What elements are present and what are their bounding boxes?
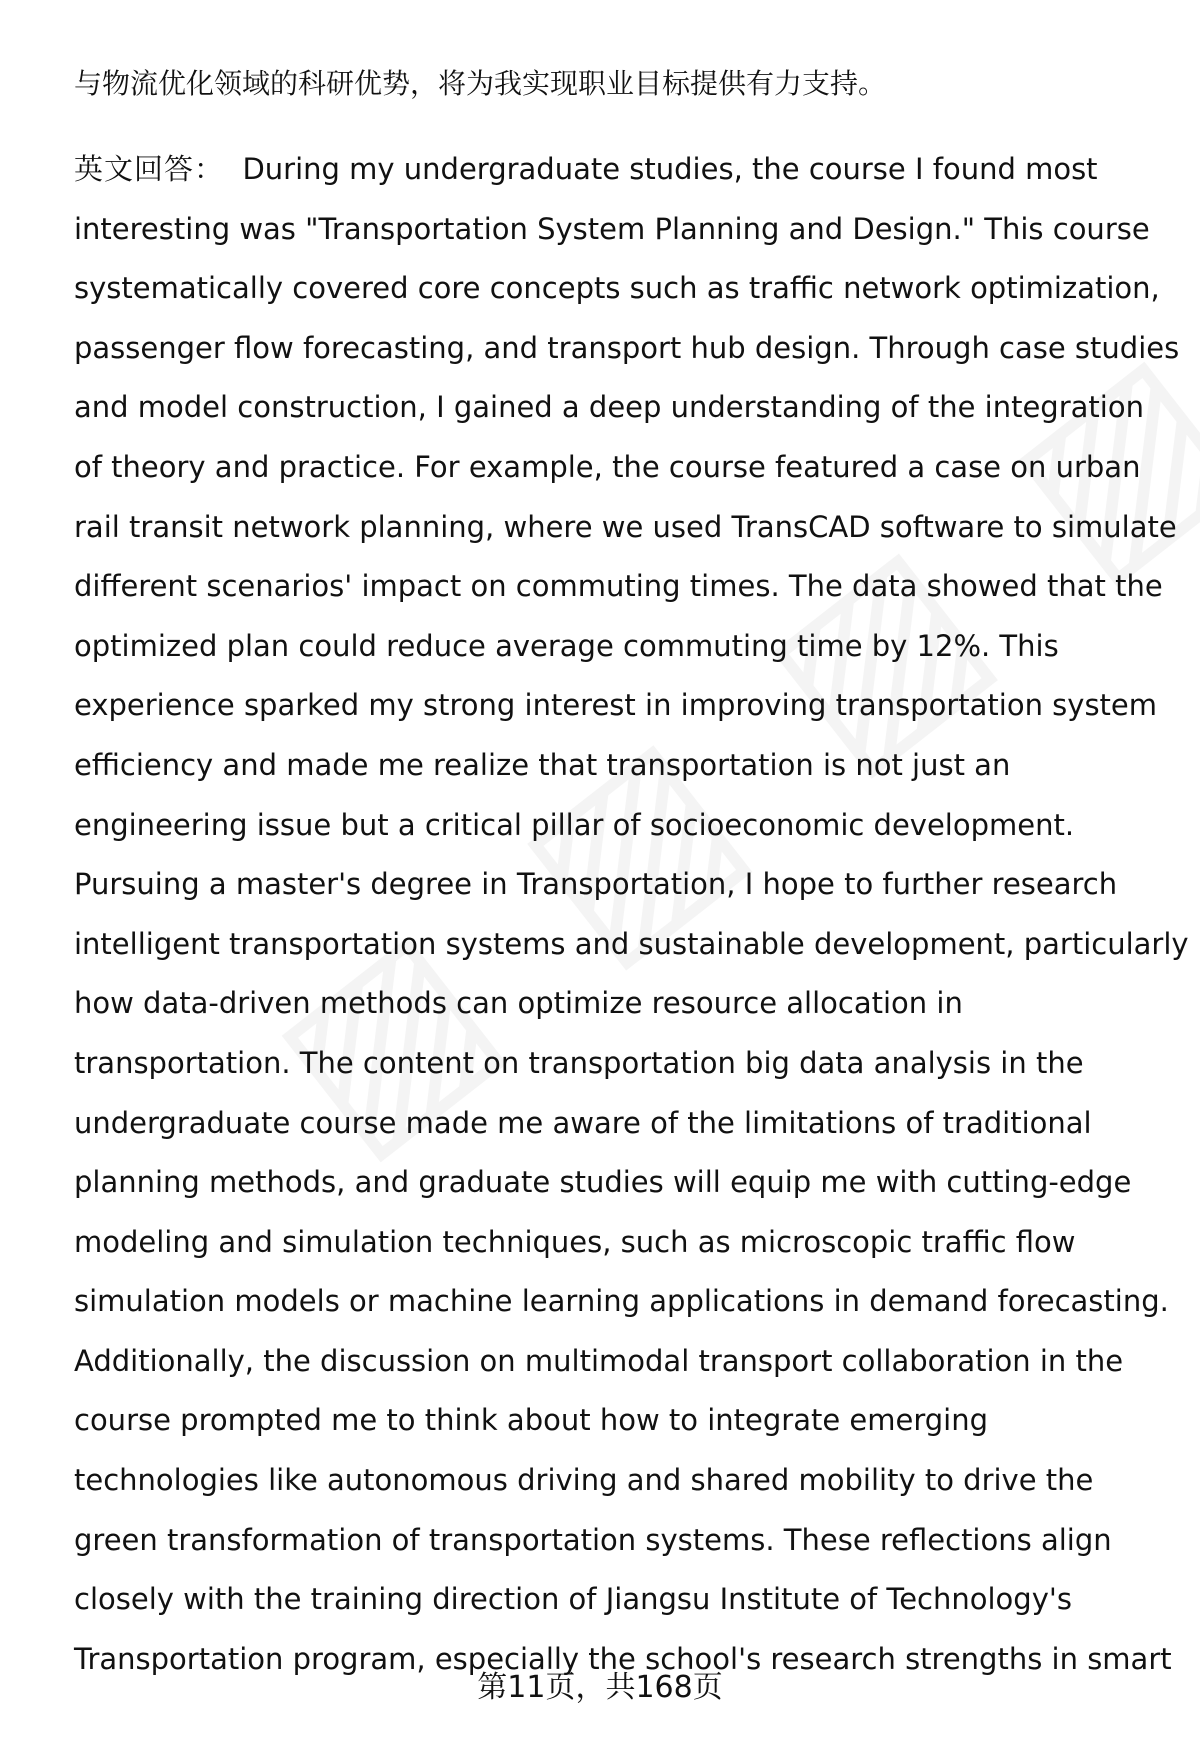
answer-label: 英文回答： (74, 152, 225, 186)
answer-line: intelligent transportation systems and sustainable development, particularly (74, 926, 1189, 961)
intro-paragraph: 与物流优化领域的科研优势，将为我实现职业目标提供有力支持。 (74, 67, 887, 100)
answer-line: Additionally, the discussion on multimodal transport collaboration in the (74, 1343, 1124, 1378)
answer-paragraph (74, 140, 1189, 1689)
answer-line: efficiency and made me realize that transportation is not just an (74, 747, 1011, 782)
answer-text: During my undergraduate studies, the course I found most (242, 152, 1098, 186)
answer-line: of theory and practice. For example, the course featured a case on urban (74, 449, 1141, 484)
page-number: 第11页，共168页 (477, 1670, 723, 1705)
answer-line (74, 140, 1164, 200)
answer-line: different scenarios' impact on commuting times. The data showed that the (74, 569, 1163, 604)
answer-line: systematically covered core concepts such as traffic network optimization, (74, 271, 1160, 306)
answer-line: optimized plan could reduce average commuting time by 12%. This (74, 628, 1059, 663)
answer-line: interesting was "Transportation System Planning and Design." This course (74, 211, 1150, 246)
answer-line: planning methods, and graduate studies will equip me with cutting-edge (74, 1165, 1132, 1200)
answer-line: rail transit network planning, where we used TransCAD software to simulate (74, 509, 1177, 544)
answer-line: Pursuing a master's degree in Transportation, I hope to further research (74, 867, 1118, 902)
answer-line: engineering issue but a critical pillar of socioeconomic development. (74, 807, 1075, 842)
answer-line: undergraduate course made me aware of the limitations of traditional (74, 1105, 1092, 1140)
answer-line: how data-driven methods can optimize resource allocation in (74, 986, 963, 1021)
answer-line: course prompted me to think about how to integrate emerging (74, 1403, 988, 1438)
answer-line: Transportation program, especially the school's research strengths in smart (74, 1641, 1172, 1676)
answer-line: passenger flow forecasting, and transport hub design. Through case studies (74, 330, 1180, 365)
answer-line: experience sparked my strong interest in improving transportation system (74, 688, 1158, 723)
answer-line: modeling and simulation techniques, such as microscopic traffic flow (74, 1224, 1076, 1259)
answer-line: green transformation of transportation systems. These reflections align (74, 1522, 1112, 1557)
answer-line: closely with the training direction of Jiangsu Institute of Technology's (74, 1582, 1072, 1617)
answer-line: simulation models or machine learning applications in demand forecasting. (74, 1284, 1169, 1319)
answer-line: technologies like autonomous driving and shared mobility to drive the (74, 1463, 1094, 1498)
answer-line: transportation. The content on transportation big data analysis in the (74, 1045, 1084, 1080)
answer-line: and model construction, I gained a deep understanding of the integration (74, 390, 1144, 425)
